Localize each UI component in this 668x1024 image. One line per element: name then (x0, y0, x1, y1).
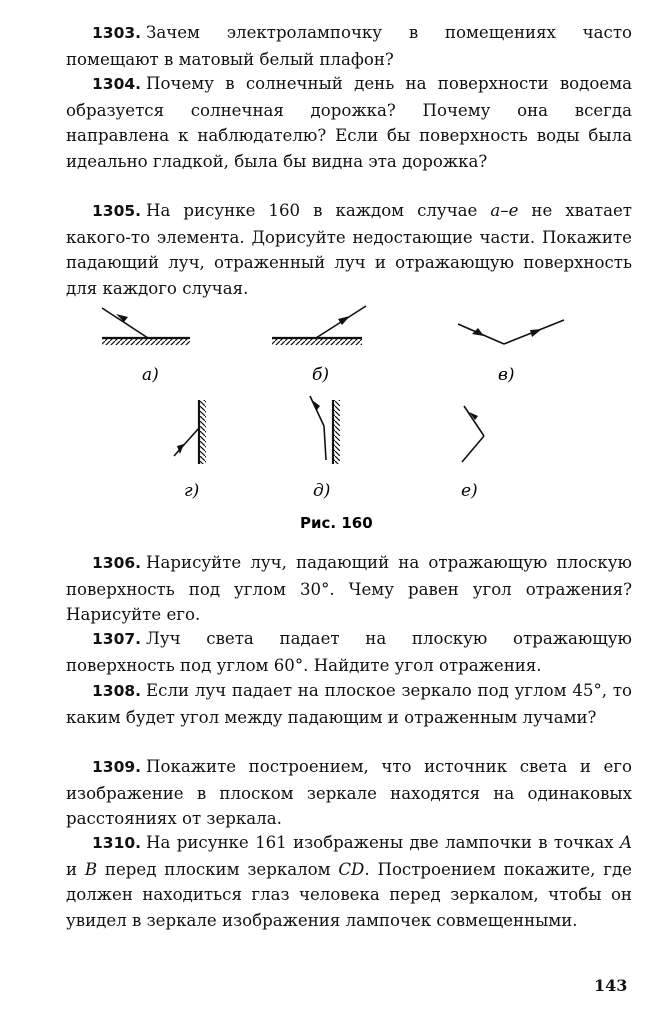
diagram-b (272, 306, 366, 385)
incident-ray (102, 308, 148, 338)
problem-number: 1310. (92, 834, 142, 852)
arrow-head (472, 328, 484, 336)
problem-text: Если луч падает на плоское зеркало под углом 45°, то каким будет угол между падающим и отраженным лучами? (66, 681, 632, 727)
point-b-label: B (84, 859, 98, 879)
label-v: в) (498, 365, 515, 385)
problem-text: Почему в солнечный день на поверхности водоема образуется солнечная дорожка? Почему она всегда направлена к наблюдателю? Если бы поверхность воды была идеально гладкой, была бы видна эта дорожка? (66, 74, 632, 171)
label-e: е) (461, 481, 478, 501)
arrow-head (530, 329, 542, 337)
problem-number: 1309. (92, 758, 142, 776)
problem-number: 1306. (92, 554, 142, 572)
incident-ray (464, 406, 484, 436)
problem-text: Нарисуйте луч, падающий на отражающую плоскую поверхность под углом 30°. Чему равен угол отражения? Нарисуйте его. (66, 553, 632, 625)
problem-text-1: На рисунке 161 изображены две лампочки в точках (146, 833, 621, 852)
label-g: г) (184, 481, 200, 501)
reflected-ray (174, 428, 199, 456)
problem-text-end: не хватает какого-то элемента. Дорисуйте недостающие части. Покажите падающий луч, отраженный луч и отражающую поверхность для каждого случая. (66, 201, 632, 298)
problem-number: 1308. (92, 682, 142, 700)
diagram-g (174, 400, 206, 501)
problem-1303 (66, 20, 632, 72)
problem-text: Зачем электролампочку в помещениях часто помещают в матовый белый плафон? (66, 23, 632, 69)
problem-text-italic: а–е (490, 201, 519, 220)
figure-caption: Рис. 160 (300, 514, 373, 532)
mirror-cd-label: CD (338, 859, 365, 879)
problem-1306 (66, 550, 632, 628)
problem-number: 1307. (92, 630, 142, 648)
diagram-a (102, 308, 190, 385)
mirror-hatching (200, 400, 206, 464)
problem-1304 (66, 71, 632, 174)
diagram-d (310, 396, 340, 501)
problem-1310 (66, 830, 632, 933)
page-number: 143 (594, 976, 628, 995)
problem-text-4: . Построением покажите, где должен находиться глаз человека перед зеркалом, чтобы он увидел в зеркале изображения лампочек совмещенными. (66, 859, 632, 930)
problem-1308 (66, 678, 632, 730)
problem-number: 1303. (92, 24, 142, 42)
problem-1305 (66, 198, 632, 301)
label-a: а) (142, 365, 159, 385)
problem-1309 (66, 754, 632, 832)
label-b: б) (312, 365, 330, 385)
mirror-hatching (334, 400, 340, 464)
problem-1307 (66, 626, 632, 678)
problem-text: Покажите построением, что источник света и его изображение в плоском зеркале находятся на одинаковых расстояниях от зеркала. (66, 757, 632, 829)
reflected-ray (324, 426, 326, 460)
surface-hatching (102, 339, 190, 345)
diagram-v (458, 320, 564, 385)
incident-ray (310, 396, 324, 426)
problem-text-start: На рисунке 160 в каждом случае (146, 201, 491, 220)
problem-number: 1305. (92, 202, 142, 220)
diagram-e (461, 406, 484, 501)
point-a-label: A (620, 833, 632, 852)
label-d: д) (313, 481, 331, 501)
figure-160 (80, 296, 600, 536)
reflected-ray (462, 436, 484, 462)
problem-text-2: и (66, 859, 85, 879)
problem-text-3: перед плоским зеркалом (97, 859, 339, 879)
surface-hatching (272, 339, 362, 345)
problem-text: Луч света падает на плоскую отражающую поверхность под углом 60°. Найдите угол отражения. (66, 629, 632, 675)
problem-number: 1304. (92, 75, 142, 93)
